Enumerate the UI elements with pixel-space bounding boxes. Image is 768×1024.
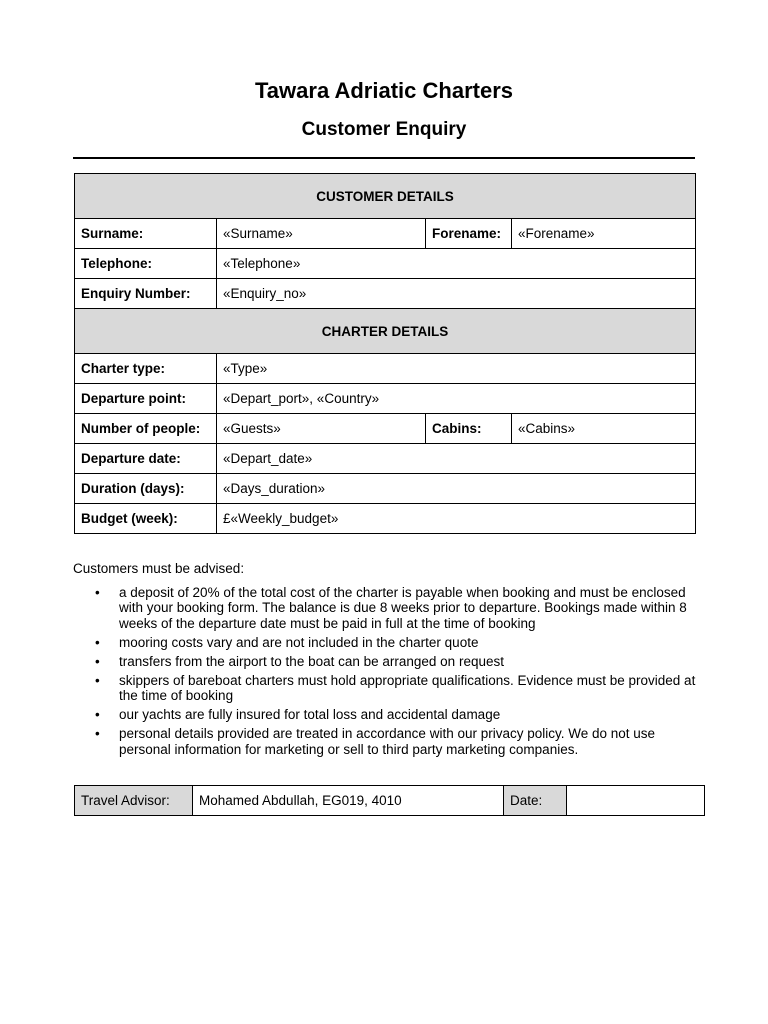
bullet-icon: • bbox=[95, 672, 100, 688]
surname-row bbox=[75, 219, 696, 249]
cabins-field[interactable]: «Cabins» bbox=[512, 414, 696, 444]
advice-item-text: transfers from the airport to the boat can be arranged on request bbox=[119, 653, 504, 669]
advice-item-text: a deposit of 20% of the total cost of the charter is payable when booking and must be enclosed with your booking form. The balance is due 8 weeks prior to departure. Bookings made within 8 weeks of the departure date must be paid in full at the time of booking bbox=[119, 584, 687, 631]
advice-item-text: mooring costs vary and are not included in the charter quote bbox=[119, 634, 479, 650]
travel-advisor-label: Travel Advisor: bbox=[75, 786, 193, 816]
advisor-row bbox=[75, 786, 705, 816]
duration-row bbox=[75, 474, 696, 504]
customer-details-heading: CUSTOMER DETAILS bbox=[75, 174, 696, 219]
advice-item bbox=[73, 726, 698, 757]
title-divider bbox=[73, 157, 695, 159]
telephone-row bbox=[75, 249, 696, 279]
enquiry-number-row bbox=[75, 279, 696, 309]
telephone-label: Telephone: bbox=[75, 249, 217, 279]
bullet-icon: • bbox=[95, 707, 100, 722]
advice-list bbox=[73, 585, 698, 758]
advice-item-text: skippers of bareboat charters must hold appropriate qualifications. Evidence must be provided at the time of booking bbox=[119, 672, 696, 703]
duration-field[interactable]: «Days_duration» bbox=[217, 474, 696, 504]
charter-type-field[interactable]: «Type» bbox=[217, 354, 696, 384]
forename-label: Forename: bbox=[426, 219, 512, 249]
advice-item-text: our yachts are fully insured for total loss and accidental damage bbox=[119, 707, 501, 722]
bullet-icon: • bbox=[95, 726, 100, 741]
advice-item bbox=[73, 585, 698, 632]
number-of-people-field[interactable]: «Guests» bbox=[217, 414, 426, 444]
departure-point-field[interactable]: «Depart_port», «Country» bbox=[217, 384, 696, 414]
departure-date-row bbox=[75, 444, 696, 474]
advice-item bbox=[73, 635, 698, 651]
document-subtitle: Customer Enquiry bbox=[301, 119, 467, 140]
charter-type-row bbox=[75, 354, 696, 384]
budget-row bbox=[75, 504, 696, 534]
date-label: Date: bbox=[504, 786, 567, 816]
charter-details-header-row bbox=[75, 309, 696, 354]
departure-point-label: Departure point: bbox=[75, 384, 217, 414]
bullet-icon: • bbox=[95, 584, 100, 600]
advice-item bbox=[73, 707, 698, 723]
document-title: Tawara Adriatic Charters bbox=[255, 78, 513, 103]
advice-item bbox=[73, 673, 698, 704]
budget-field[interactable]: £«Weekly_budget» bbox=[217, 504, 696, 534]
departure-date-label: Departure date: bbox=[75, 444, 217, 474]
forename-field[interactable]: «Forename» bbox=[512, 219, 696, 249]
bullet-icon: • bbox=[95, 653, 100, 669]
cabins-label: Cabins: bbox=[426, 414, 512, 444]
charter-details-heading: CHARTER DETAILS bbox=[75, 309, 696, 354]
people-row bbox=[75, 414, 696, 444]
advice-item-text: personal details provided are treated in accordance with our privacy policy. We do not use personal information for marketing or sell to third party marketing companies. bbox=[119, 726, 656, 757]
budget-label: Budget (week): bbox=[75, 504, 217, 534]
enquiry-number-label: Enquiry Number: bbox=[75, 279, 217, 309]
enquiry-number-field[interactable]: «Enquiry_no» bbox=[217, 279, 696, 309]
number-of-people-label: Number of people: bbox=[75, 414, 217, 444]
duration-label: Duration (days): bbox=[75, 474, 217, 504]
advisor-footer-table bbox=[74, 785, 705, 816]
travel-advisor-field[interactable]: Mohamed Abdullah, EG019, 4010 bbox=[193, 786, 504, 816]
surname-label: Surname: bbox=[75, 219, 217, 249]
advice-intro: Customers must be advised: bbox=[73, 561, 245, 576]
charter-type-label: Charter type: bbox=[75, 354, 217, 384]
enquiry-details-table bbox=[74, 173, 696, 534]
advice-item bbox=[73, 654, 698, 670]
customer-details-header-row bbox=[75, 174, 696, 219]
departure-point-row bbox=[75, 384, 696, 414]
customer-advice-section bbox=[73, 561, 698, 761]
date-field[interactable] bbox=[567, 786, 705, 816]
surname-field[interactable]: «Surname» bbox=[217, 219, 426, 249]
bullet-icon: • bbox=[95, 634, 100, 650]
telephone-field[interactable]: «Telephone» bbox=[217, 249, 696, 279]
departure-date-field[interactable]: «Depart_date» bbox=[217, 444, 696, 474]
